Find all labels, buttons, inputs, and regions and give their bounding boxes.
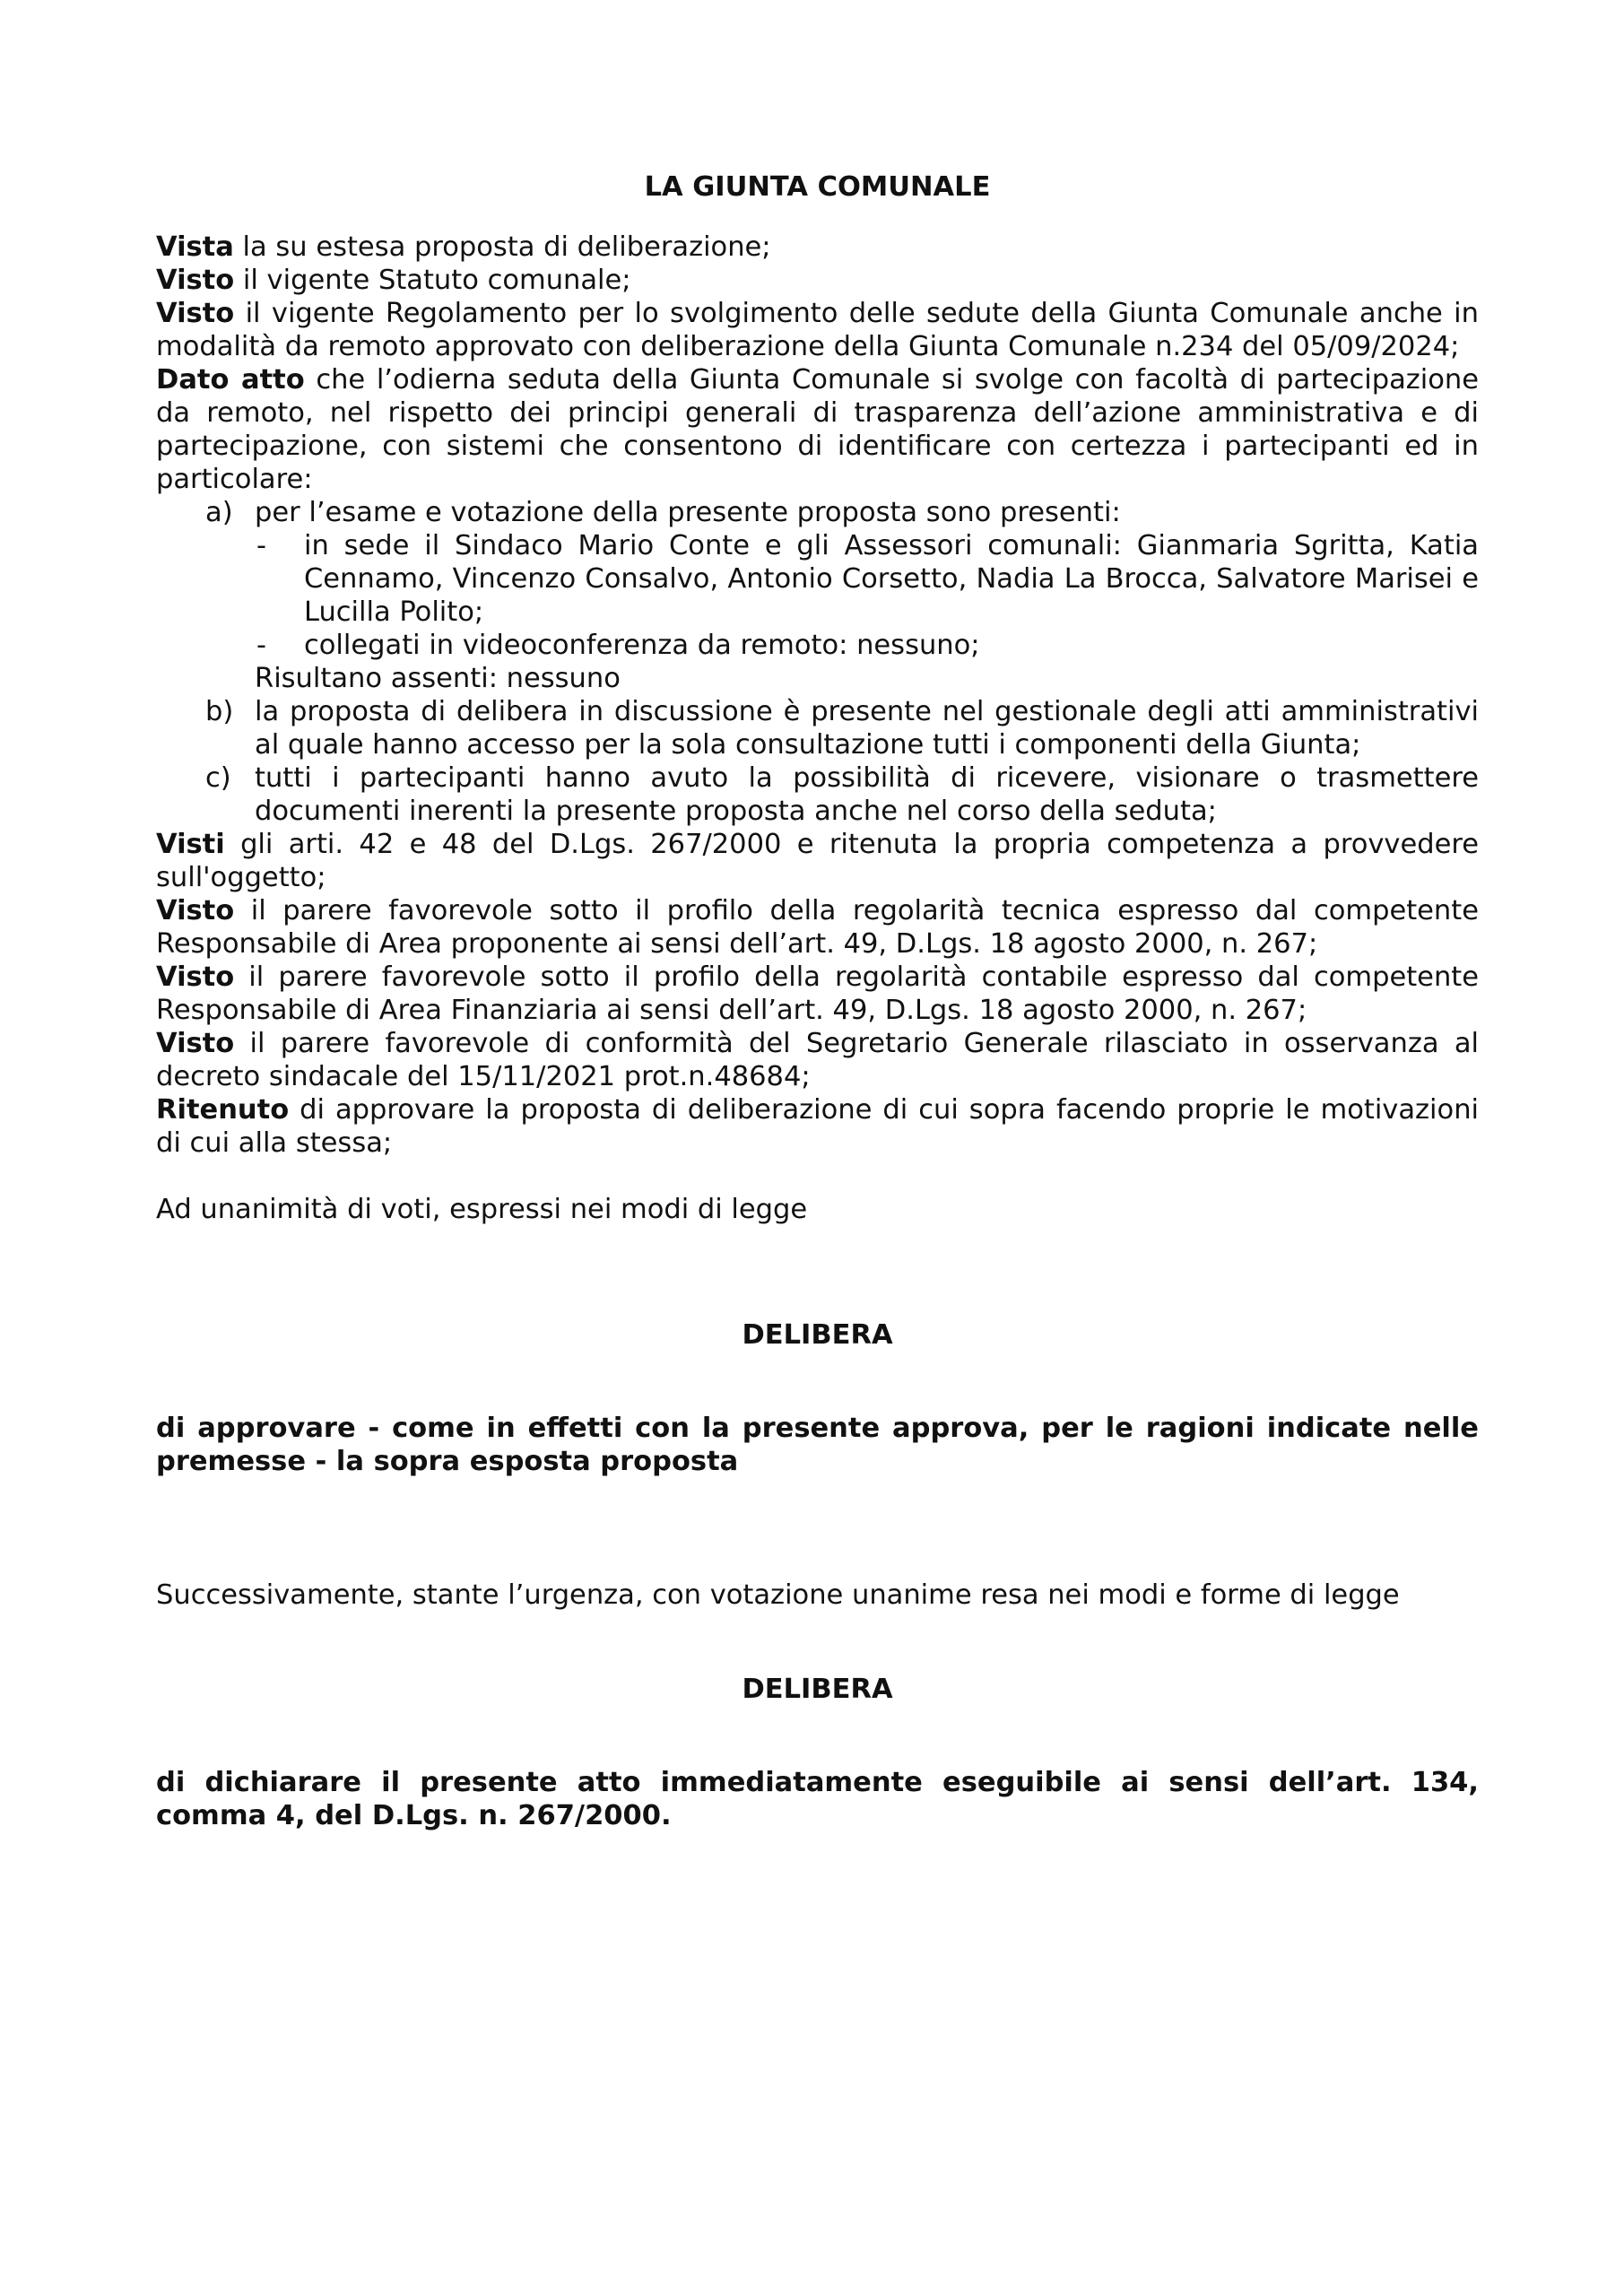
premise-parere-conformita [156, 1027, 1479, 1093]
vote-statement: Ad unanimità di voti, espressi nei modi di legge [156, 1194, 808, 1225]
premise-keyword: Visto [156, 961, 235, 993]
sub-item-presenti [156, 529, 1479, 629]
delibera-text-2: di dichiarare il presente atto immediatamente eseguibile ai sensi dell’art. 134, comma 4, del D.Lgs. n. 267/2000. [156, 1767, 1479, 1831]
premise-text: il vigente Statuto comunale; [234, 265, 631, 296]
premise-parere-contabile [156, 961, 1479, 1027]
premise-text: il parere favorevole sotto il profilo della regolarità tecnica espresso dal competente Responsabile di Area proponente ai sensi dell’art. 49, D.Lgs. 18 agosto 2000, n. 267; [156, 895, 1479, 960]
sub-item-remoto [156, 629, 1479, 662]
dash-marker: - [256, 630, 267, 661]
premise-keyword: Visto [156, 265, 235, 296]
premise-keyword: Visto [156, 298, 235, 329]
premise-text: gli arti. 42 e 48 del D.Lgs. 267/2000 e ritenuta la propria competenza a provvedere sull'oggetto; [156, 829, 1479, 893]
delibera-text-1: di approvare - come in effetti con la presente approva, per le ragioni indicate nelle premesse - la sopra esposta proposta [156, 1413, 1479, 1477]
delibera-heading-2: DELIBERA [742, 1673, 893, 1705]
premise-keyword: Ritenuto [156, 1094, 290, 1126]
premise-keyword: Visti [156, 829, 225, 860]
premise-visti-articoli [156, 828, 1479, 894]
spacer [156, 1226, 1479, 1291]
premise-keyword: Visto [156, 895, 235, 926]
list-item-text: per l’esame e votazione della presente proposta sono presenti: [255, 497, 1121, 528]
premise-text: il vigente Regolamento per lo svolgimento delle sedute della Giunta Comunale anche in modalità da remoto approvato con deliberazione della Giunta Comunale n.234 del 05/09/2024; [156, 298, 1479, 362]
premise-vista-proposta [156, 230, 1479, 264]
spacer [156, 1160, 1479, 1193]
premise-text: il parere favorevole sotto il profilo della regolarità contabile espresso dal competente Responsabile di Area Finanziaria ai sensi dell’art. 49, D.Lgs. 18 agosto 2000, n. 267; [156, 961, 1479, 1026]
premise-dato-atto [156, 363, 1479, 496]
urgency-statement: Successivamente, stante l’urgenza, con votazione unanime resa nei modi e forme di legge [156, 1579, 1400, 1611]
premise-text: il parere favorevole di conformità del Segretario Generale rilasciato in osservanza al decreto sindacale del 15/11/2021 prot.n.48684; [156, 1028, 1479, 1092]
absent-note: Risultano assenti: nessuno [255, 663, 621, 694]
list-item-text: la proposta di delibera in discussione è presente nel gestionale degli atti amministrativi al quale hanno accesso per la sola consultazione tutti i componenti della Giunta; [255, 696, 1479, 761]
spacer [156, 1478, 1479, 1578]
spacer [156, 1733, 1479, 1766]
document-title: LA GIUNTA COMUNALE [644, 171, 991, 203]
premise-text: la su estesa proposta di deliberazione; [233, 231, 771, 263]
premise-text: che l’odierna seduta della Giunta Comunale si svolge con facoltà di partecipazione da remoto, nel rispetto dei principi generali di trasparenza dell’azione amministrativa e di partecipazione, con sistemi che consentono di identificare con certezza i partecipanti ed in particolare: [156, 364, 1479, 495]
document-page [156, 170, 1479, 1832]
list-marker: b) [205, 696, 234, 727]
dash-marker: - [256, 530, 267, 561]
premise-keyword: Visto [156, 1028, 235, 1059]
premise-ritenuto [156, 1093, 1479, 1160]
list-marker: a) [205, 497, 233, 528]
premise-parere-tecnico [156, 894, 1479, 961]
premise-text: di approvare la proposta di deliberazione di cui sopra facendo proprie le motivazioni di cui alla stessa; [156, 1094, 1479, 1159]
list-item-c [156, 761, 1479, 828]
sub-item-text: in sede il Sindaco Mario Conte e gli Assessori comunali: Gianmaria Sgritta, Katia Cennamo, Vincenzo Consalvo, Antonio Corsetto, Nadia La Brocca, Salvatore Marisei e Lucilla Polito; [304, 530, 1479, 628]
list-item-a [156, 496, 1479, 529]
premise-keyword: Vista [156, 231, 234, 263]
list-item-text: tutti i partecipanti hanno avuto la possibilità di ricevere, visionare o trasmettere documenti inerenti la presente proposta anche nel corso della seduta; [255, 762, 1479, 827]
list-marker: c) [205, 762, 231, 794]
premise-keyword: Dato atto [156, 364, 305, 396]
list-item-b [156, 695, 1479, 761]
sub-item-text: collegati in videoconferenza da remoto: nessuno; [304, 630, 980, 661]
premise-visto-regolamento [156, 297, 1479, 363]
premise-visto-statuto [156, 264, 1479, 297]
delibera-heading-1: DELIBERA [742, 1318, 893, 1351]
spacer [156, 1378, 1479, 1412]
spacer [156, 1612, 1479, 1645]
